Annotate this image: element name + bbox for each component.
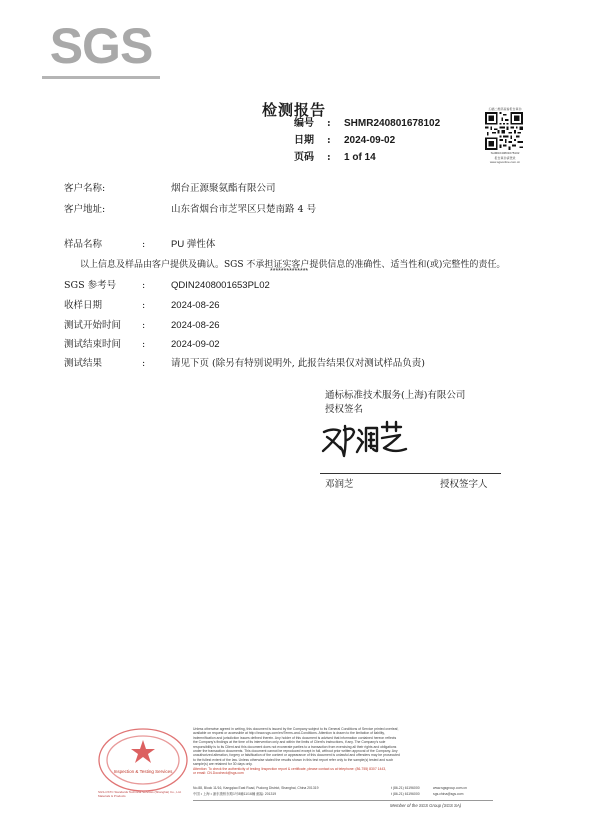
terms-line: responsibility is to its Client and this document does not exonerate parties to a transaction from exercising all their rights and obligations [193, 744, 397, 749]
colon: : [142, 339, 146, 350]
test-end-label: 测试结束时间 [64, 339, 122, 350]
terms-line: Unless otherwise agreed in writing, this document is issued by the Company subject to its General Conditions of Service printed overleaf, [193, 727, 399, 731]
test-start: 2024-08-26 [171, 320, 220, 331]
logo-text: SGS [49, 18, 153, 74]
client-address-row [64, 203, 534, 217]
client-address: 山东省烟台市芝罘区只楚南路 4 号 [171, 204, 317, 215]
issuing-company: 通标标准技术服务(上海)有限公司 [325, 390, 466, 401]
client-address-label: 客户地址: [64, 204, 106, 215]
authorized-signature-label: 授权签名 [325, 404, 364, 415]
test-result-row [64, 357, 534, 371]
testing-seal-stamp [95, 726, 191, 794]
sample-name-label: 样品名称 [64, 239, 103, 250]
received-date-label: 收样日期 [64, 300, 103, 311]
stamp-text: Inspection & Testing Services [113, 769, 173, 774]
test-start-label: 测试开始时间 [64, 320, 122, 331]
colon: : [327, 135, 331, 146]
qr-caption [482, 156, 528, 164]
sgs-ref-row [64, 279, 534, 293]
qr-code-icon [485, 112, 523, 150]
report-page-label: 页码 [294, 152, 314, 163]
telephone: t (86-21) 61196000 [391, 792, 420, 796]
test-end-row [64, 338, 534, 352]
stamp-caption: SGS-CSTC Standards Technical Services (Shanghai) Co., Ltd. Materials & Products [98, 790, 182, 798]
sample-name: PU 弹性体 [171, 239, 216, 250]
colon: : [142, 280, 146, 291]
test-start-row [64, 319, 534, 333]
terms-line: to the fullest extent of the law. Unless otherwise stated the results shown in this test report refer only to the sample(s) tested and such [193, 757, 394, 762]
sgs-group-membership: Member of the SGS Group (SGS SA) [390, 803, 462, 808]
report-page: 1 of 14 [344, 152, 376, 163]
handwritten-signature [318, 418, 410, 460]
authenticity-notice: Attention: To check the authenticity of testing /inspection report & certificate, please contact us at telephone: (86-755) 8307 1443, [193, 766, 387, 771]
qr-block [482, 107, 528, 167]
qr-caption-url: www.sgsonline.com.cn [489, 160, 521, 164]
logo-underline [42, 76, 160, 79]
received-date: 2024-08-26 [171, 300, 220, 311]
colon: : [142, 320, 146, 331]
terms-line: under the transaction documents. This document cannot be reproduced except in full, without prior written approval of the Company. Any [193, 749, 398, 754]
terms-line: indemnification and jurisdiction issues defined therein. Any holder of this document is advised that information contained hereon reflects [193, 735, 397, 740]
footer-divider [193, 800, 493, 801]
sgs-logo [42, 20, 160, 80]
website: www.sgsgroup.com.cn [433, 786, 467, 790]
separator-stars: ************** [270, 268, 309, 275]
qr-title: 扫描二维码查看报告真伪 [488, 107, 522, 111]
qr-caption-line: 报告真伪请登录 [494, 156, 516, 160]
colon: : [327, 152, 331, 163]
signer-name: 邓润芝 [325, 479, 354, 490]
email: sgs.china@sgs.com [433, 792, 464, 796]
sample-name-row [64, 238, 534, 252]
sgs-ref-label: SGS 参考号 [64, 280, 117, 291]
signer-role: 授权签字人 [440, 479, 488, 490]
sgs-ref: QDIN2408001653PL02 [171, 280, 270, 291]
terms-line: available on request or accessible at http://www.sgs.com/en/Terms-and-Conditions. Attention is drawn to the limitation of liability, [193, 731, 385, 736]
terms-line: sample(s) are retained for 30 days only. [193, 762, 253, 767]
test-end: 2024-09-02 [171, 339, 220, 350]
report-title: 检测报告 [262, 101, 327, 119]
colon: : [142, 358, 146, 369]
authenticity-email: or email: CN.Doccheck@sgs.com [193, 771, 244, 776]
terms-line: the Company's findings at the time of its intervention only and within the limits of Client's instructions, if any. The Company's sole [193, 740, 386, 745]
report-number: SHMR240801678102 [344, 118, 441, 129]
report-date: 2024-09-02 [344, 135, 396, 146]
test-result: 请见下页 (除另有特别说明外, 此报告结果仅对测试样品负责) [171, 358, 425, 369]
telephone: t (86-21) 61196000 [391, 786, 420, 790]
signature-line [320, 473, 501, 474]
colon: : [327, 118, 331, 129]
terms-fine-print [193, 727, 493, 775]
terms-line: unauthorized alteration, forgery or falsification of the content or appearance of this document is unlawful and offenders may be prosecuted [193, 753, 400, 758]
client-name-row [64, 182, 534, 196]
report-date-label: 日期 [294, 135, 314, 146]
qr-number: SHMR240801678102 [490, 151, 520, 155]
colon: : [142, 300, 146, 311]
report-meta [294, 117, 494, 167]
footer-contacts [193, 786, 493, 800]
colon: : [142, 239, 146, 250]
client-name: 烟台正源聚氨酯有限公司 [171, 183, 276, 194]
client-name-label: 客户名称: [64, 183, 106, 194]
address-cn: 中国 • 上海 • 浦东康桥东路1号8幢11/16幢 邮编: 201319 [193, 792, 277, 796]
address-en: No.88, Block 11/16, Kangqiao East Road, Pudong District, Shanghai, China 201319 [193, 786, 319, 790]
report-number-label: 编号 [294, 118, 314, 129]
received-date-row [64, 299, 534, 313]
client-info-disclaimer: 以上信息及样品由客户提供及确认。SGS 不承担证实客户提供信息的准确性、适当性和(或)完整性的责任。 [80, 260, 506, 270]
test-result-label: 测试结果 [64, 358, 103, 369]
